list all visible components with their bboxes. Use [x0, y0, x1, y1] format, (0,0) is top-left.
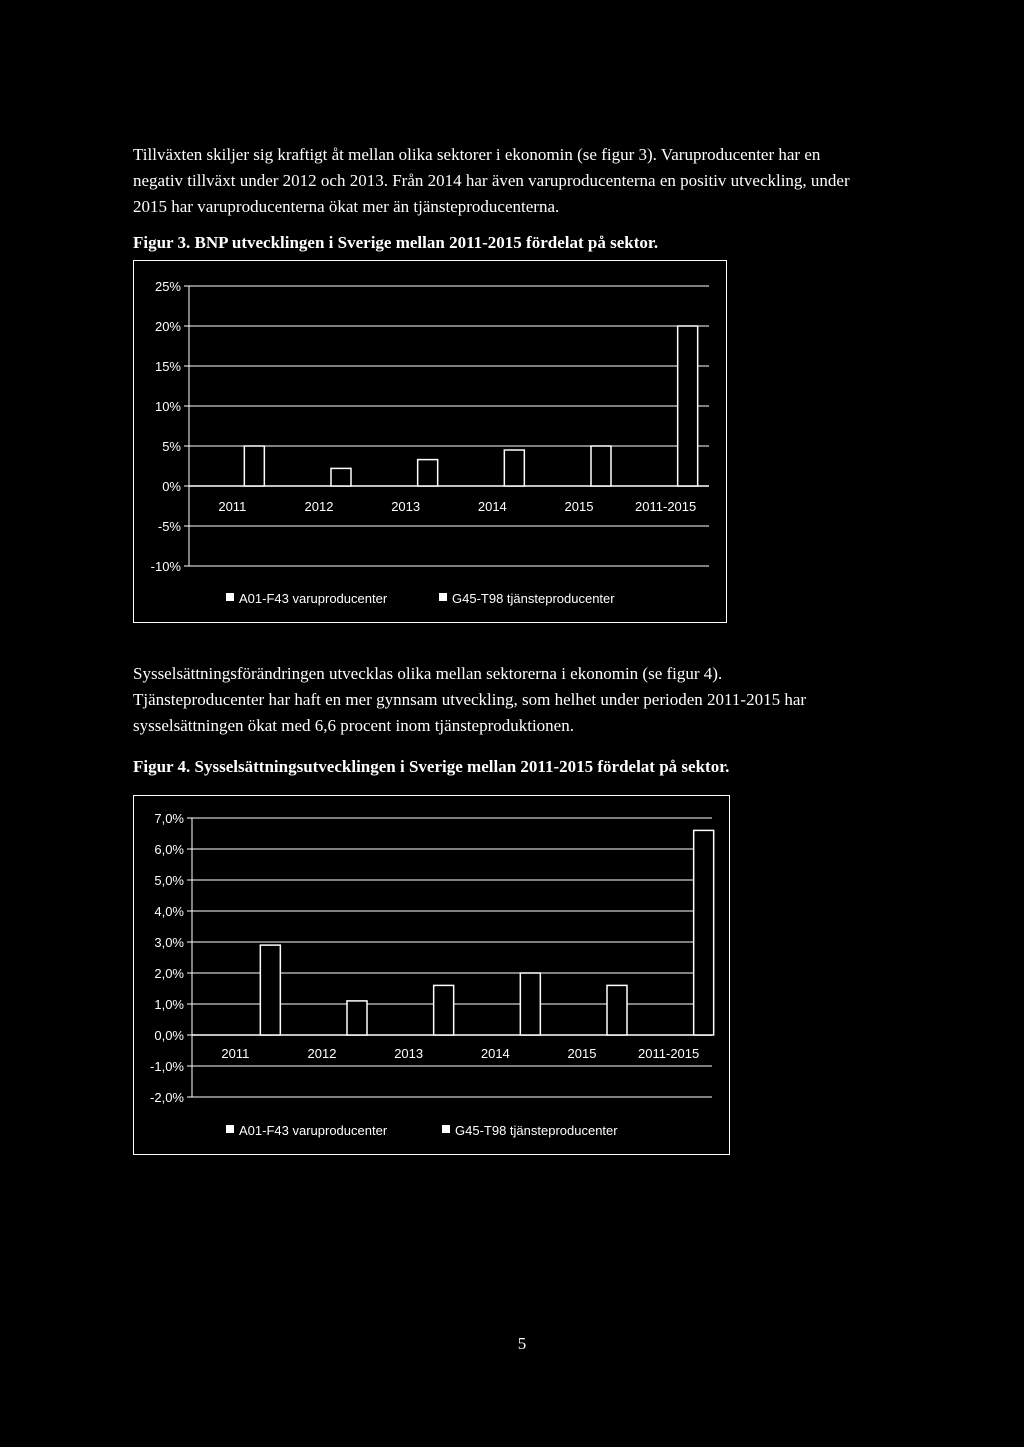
x-tick-label: 2013 — [394, 1046, 424, 1061]
legend-swatch-tjansteproducenter — [439, 593, 447, 601]
y-tick-label: 25% — [154, 279, 181, 294]
employment-paragraph — [133, 661, 893, 739]
y-tick-label: -1,0% — [150, 1059, 184, 1074]
bar-tjansteproducenter — [694, 830, 714, 1035]
bar-tjansteproducenter — [504, 450, 524, 486]
page-number: 5 — [517, 1334, 527, 1353]
legend-swatch-tjansteproducenter — [442, 1125, 450, 1133]
legend-swatch-varuproducenter — [226, 593, 234, 601]
legend-swatch-varuproducenter — [226, 1125, 234, 1133]
x-tick-label: 2014 — [480, 1046, 510, 1061]
y-tick-label: 4,0% — [154, 904, 184, 919]
y-tick-label: 7,0% — [154, 811, 184, 826]
paragraph-line: Tjänsteproducenter har haft en mer gynnsam utveckling, som helhet under perioden 2011-2015 har — [133, 690, 807, 709]
y-tick-label: 20% — [154, 319, 181, 334]
figure-3-chart — [133, 260, 727, 623]
bar-tjansteproducenter — [418, 460, 438, 486]
x-tick-label: 2011-2015 — [638, 1046, 700, 1061]
y-tick-label: -5% — [157, 519, 181, 534]
figure-3-svg — [134, 261, 728, 624]
legend-label-varuproducenter: A01-F43 varuproducenter — [239, 1123, 388, 1138]
x-tick-label: 2014 — [477, 499, 507, 514]
figure-4-chart — [133, 795, 730, 1155]
x-tick-label: 2015 — [564, 499, 594, 514]
figure-4-svg — [134, 796, 731, 1156]
figure-3-caption: Figur 3. BNP utvecklingen i Sverige mellan 2011-2015 fördelat på sektor. — [133, 233, 659, 252]
figure-4-caption: Figur 4. Sysselsättningsutvecklingen i Sverige mellan 2011-2015 fördelat på sektor. — [133, 757, 730, 776]
paragraph-line: Tillväxten skiljer sig kraftigt åt mellan olika sektorer i ekonomin (se figur 3). Varuproducenter har en — [133, 145, 821, 164]
y-tick-label: 3,0% — [154, 935, 184, 950]
paragraph-line: 2015 har varuproducenterna ökat mer än tjänsteproducenterna. — [133, 197, 560, 216]
x-tick-label: 2013 — [391, 499, 421, 514]
y-tick-label: 0,0% — [154, 1028, 184, 1043]
y-tick-label: 1,0% — [154, 997, 184, 1012]
bar-tjansteproducenter — [347, 1001, 367, 1035]
paragraph-line: Sysselsättningsförändringen utvecklas olika mellan sektorerna i ekonomin (se figur 4). — [133, 664, 723, 683]
x-tick-label: 2015 — [567, 1046, 597, 1061]
bar-tjansteproducenter — [260, 945, 280, 1035]
paragraph-line: negativ tillväxt under 2012 och 2013. Från 2014 har även varuproducenterna en positiv utveckling, under — [133, 171, 850, 190]
legend-label-tjansteproducenter: G45-T98 tjänsteproducenter — [455, 1123, 618, 1138]
paragraph-line: sysselsättningen ökat med 6,6 procent inom tjänsteproduktionen. — [133, 716, 574, 735]
y-tick-label: -10% — [150, 559, 181, 574]
y-tick-label: 2,0% — [154, 966, 184, 981]
x-tick-label: 2012 — [307, 1046, 337, 1061]
y-tick-label: 5% — [162, 439, 181, 454]
bar-tjansteproducenter — [678, 326, 698, 486]
x-tick-label: 2011 — [221, 1046, 250, 1061]
x-tick-label: 2011 — [218, 499, 247, 514]
bar-tjansteproducenter — [591, 446, 611, 486]
y-tick-label: 0% — [162, 479, 181, 494]
y-tick-label: 6,0% — [154, 842, 184, 857]
bar-tjansteproducenter — [520, 973, 540, 1035]
bar-tjansteproducenter — [331, 468, 351, 486]
y-tick-label: 5,0% — [154, 873, 184, 888]
intro-paragraph — [133, 142, 893, 220]
legend-label-varuproducenter: A01-F43 varuproducenter — [239, 591, 388, 606]
bar-tjansteproducenter — [434, 985, 454, 1035]
x-tick-label: 2012 — [304, 499, 334, 514]
y-tick-label: 15% — [154, 359, 181, 374]
legend-label-tjansteproducenter: G45-T98 tjänsteproducenter — [452, 591, 615, 606]
y-tick-label: 10% — [154, 399, 181, 414]
bar-tjansteproducenter — [607, 985, 627, 1035]
x-tick-label: 2011-2015 — [635, 499, 697, 514]
y-tick-label: -2,0% — [150, 1090, 184, 1105]
bar-tjansteproducenter — [244, 446, 264, 486]
